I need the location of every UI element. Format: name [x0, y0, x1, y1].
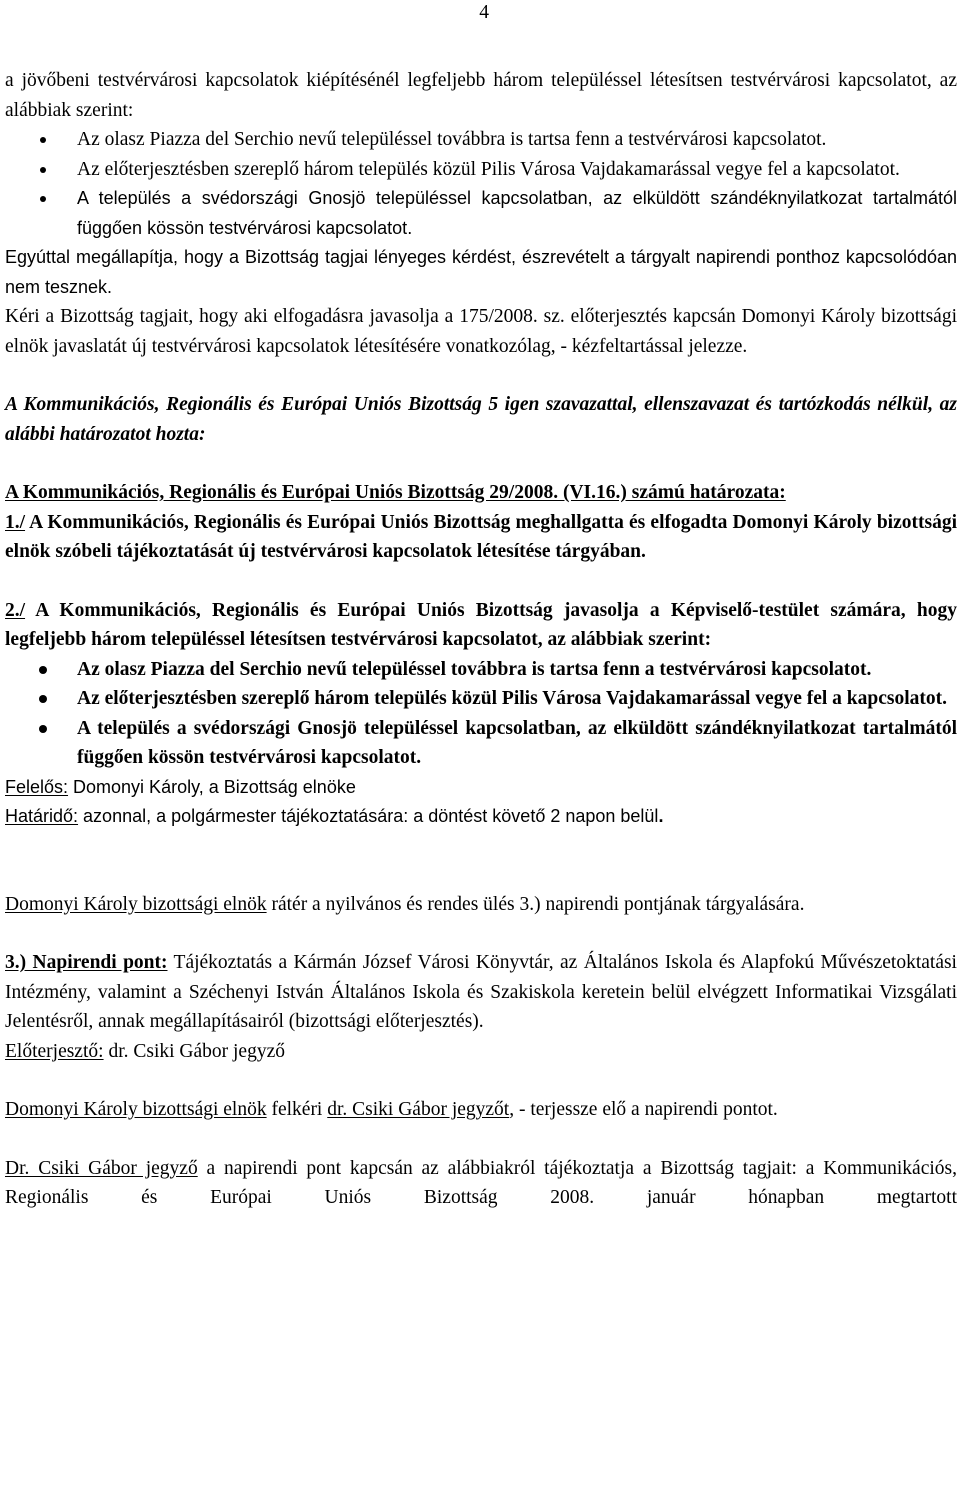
spacer: [5, 861, 957, 890]
transition-paragraph: [5, 890, 957, 920]
ask-paragraph: [5, 1095, 957, 1125]
list-item-text: Az előterjesztésben szereplő három település közül Pilis Városa Vajdakamarással vegye fel a kapcsolatot.: [77, 688, 948, 709]
transition-text: rátér a nyilvános és rendes ülés 3.) napirendi pontjának tárgyalására.: [266, 893, 805, 915]
list-item: [5, 684, 957, 714]
hatarido-line: [5, 802, 957, 832]
bullet-icon: [40, 137, 46, 143]
point-2-text: A Kommunikációs, Regionális és Európai Uniós Bizottság javasolja a Képviselő-testület számára, hogy legfeljebb három településsel létesítsen testvérvárosi kapcsolatot, az alábbiak szerint:: [5, 599, 957, 650]
resolution-title-text: A Kommunikációs, Regionális és Európai Uniós Bizottság 29/2008. (VI.16.) számú határozata:: [5, 482, 786, 503]
hatarido-text: azonnal, a polgármester tájékoztatására: a döntést követő 2 napon belül: [78, 806, 659, 826]
eloterjeszto-text: dr. Csiki Gábor jegyző: [103, 1040, 285, 1062]
paragraph-keri: Kéri a Bizottság tagjait, hogy aki elfogadásra javasolja a 175/2008. sz. előterjesztés kapcsán Domonyi Károly bizottsági elnök javaslatát új testvérvárosi kapcsolatok létesítésére vonatkozólag, - kézfeltartással jelezze.: [5, 306, 957, 357]
ask-name: Domonyi Károly bizottsági elnök: [5, 1099, 267, 1120]
point-1-number: 1./: [5, 511, 26, 533]
list-item-text: Az olasz Piazza del Serchio nevű településsel továbbra is tartsa fenn a testvérvárosi kapcsolatot.: [77, 129, 827, 150]
ask-mid: felkéri: [266, 1099, 328, 1120]
final-text: a napirendi pont kapcsán az alábbiakról tájékoztatja a Bizottság tagjait: a Kommunikációs, Regionális és Európai Uniós Bizottság 2008. január hónapban megtartott: [5, 1157, 957, 1208]
list-item-text: A település a svédországi Gnosjö településsel kapcsolatban, az elküldött szándéknyilatkozat tartalmától függően kössön testvérvárosi kapcsolatot.: [77, 188, 957, 238]
agenda-number: 3.) Napirendi pont:: [5, 952, 168, 973]
bullet-icon: [39, 666, 47, 674]
point-1-text: A Kommunikációs, Regionális és Európai Uniós Bizottság meghallgatta és elfogadta Domonyi Károly bizottsági elnök szóbeli tájékoztatását új testvérvárosi kapcsolatok létesítése tárgyában.: [5, 511, 957, 562]
ask-target: dr. Csiki Gábor jegyzőt: [327, 1099, 510, 1120]
bullet-list-2: [5, 655, 957, 773]
bullet-icon: [40, 196, 46, 202]
list-item-text: A település a svédországi Gnosjö településsel kapcsolatban, az elküldött szándéknyilatkozat tartalmától függően kössön testvérvárosi kapcsolatot.: [77, 717, 957, 768]
list-item-text: Az olasz Piazza del Serchio nevű településsel továbbra is tartsa fenn a testvérvárosi kapcsolatot.: [77, 658, 872, 680]
intro-paragraph: a jövőbeni testvérvárosi kapcsolatok kiépítésénél legfeljebb három településsel létesítsen testvérvárosi kapcsolatot, az alábbiak szerint:: [5, 70, 957, 121]
vote-result: A Kommunikációs, Regionális és Európai Uniós Bizottság 5 igen szavazattal, ellenszavazat és tartózkodás nélkül, az alábbi határozatot hozta:: [5, 394, 957, 445]
final-name: Dr. Csiki Gábor jegyző: [5, 1157, 198, 1179]
felelos-line: [5, 773, 957, 803]
spacer: [5, 832, 957, 861]
eloterjeszto-line: [5, 1037, 957, 1067]
document-body: [5, 66, 957, 1213]
final-paragraph: [5, 1154, 957, 1213]
resolution-title: [5, 478, 957, 508]
bullet-icon: [39, 725, 47, 733]
hatarido-label: Határidő:: [5, 806, 79, 826]
bullet-icon: [39, 695, 47, 703]
list-item: [5, 655, 957, 685]
spacer: [5, 1066, 957, 1095]
list-item-text: Az előterjesztésben szereplő három település közül Pilis Városa Vajdakamarással vegye fel a kapcsolatot.: [77, 158, 900, 180]
page-number-text: 4: [479, 2, 489, 23]
list-item: [5, 184, 957, 243]
spacer: [5, 919, 957, 948]
ask-end: , - terjessze elő a napirendi pontot.: [509, 1099, 778, 1120]
felelos-text: Domonyi Károly, a Bizottság elnöke: [68, 776, 356, 797]
spacer: [5, 567, 957, 596]
point-2-number: 2./: [5, 599, 26, 621]
eloterjeszto-label: Előterjesztő:: [5, 1040, 104, 1062]
spacer: [5, 449, 957, 478]
felelos-label: Felelős:: [5, 776, 69, 797]
hatarido-end: .: [658, 806, 664, 826]
bullet-list-1: [5, 125, 957, 243]
spacer: [5, 361, 957, 390]
transition-name: Domonyi Károly bizottsági elnök: [5, 893, 267, 915]
list-item: [5, 125, 957, 155]
agenda-paragraph: [5, 948, 957, 1037]
spacer: [5, 1125, 957, 1154]
paragraph-egyuttal: Egyúttal megállapítja, hogy a Bizottság tagjai lényeges kérdést, észrevételt a tárgyalt napirendi ponthoz kapcsolódóan nem tesznek.: [5, 247, 957, 297]
agenda-text: Tájékoztatás a Kármán József Városi Könyvtár, az Általános Iskola és Alapfokú Művészetoktatási Intézmény, valamint a Széchenyi István Általános Iskola és Szakiskola keretein belül elvégzett Informatikai Vizsgálati Jelentésről, annak megállapításairól (bizottsági előterjesztés).: [5, 952, 957, 1032]
resolution-point-2: [5, 596, 957, 655]
list-item: [5, 714, 957, 773]
list-item: [5, 155, 957, 185]
resolution-point-1: [5, 508, 957, 567]
bullet-icon: [40, 167, 46, 173]
